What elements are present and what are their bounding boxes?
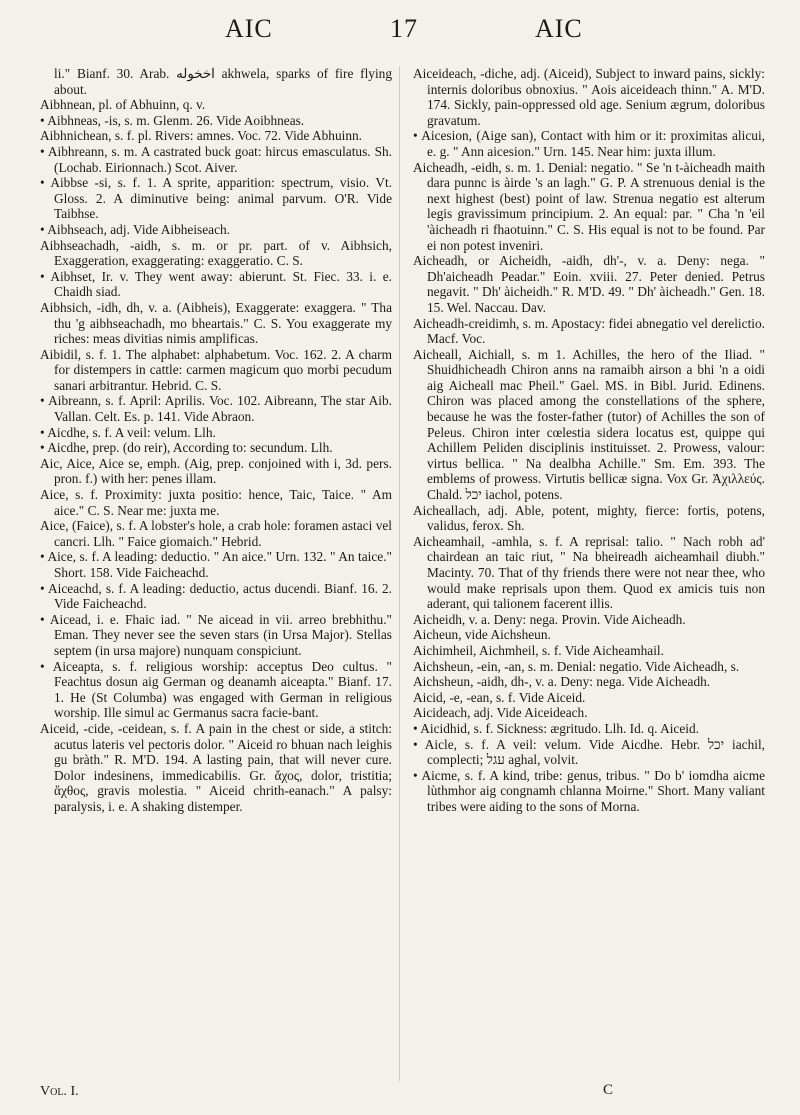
dictionary-entry: • Aicidhid, s. f. Sickness: ægritudo. Llh. Id. q. Aiceid. bbox=[413, 720, 699, 736]
dictionary-entry: Aic, Aice, Aice se, emph. (Aig, prep. conjoined with i, 3d. pers. pron. f.) with her: penes illam. bbox=[40, 455, 392, 487]
dictionary-entry: • Aicesion, (Aige san), Contact with him or it: proximitas alicui, e. g. " Ann aicesion." Urn. 145. Near him: juxta illum. bbox=[413, 128, 765, 159]
dictionary-entry: Aicheadh-creidimh, s. m. Apostacy: fidei abnegatio vel derelictio. Macf. Voc. bbox=[413, 315, 765, 347]
dictionary-entry: Aicheun, vide Aichsheun. bbox=[413, 627, 551, 643]
dictionary-entry: • Aicle, s. f. A veil: velum. Vide Aicdhe. Hebr. יכל iachil, complecti; עגל aghal, volvit. bbox=[413, 736, 765, 768]
dictionary-entry: Aicid, -e, -ean, s. f. Vide Aiceid. bbox=[413, 689, 586, 705]
volume-label: Vol. I. bbox=[40, 1084, 79, 1099]
dictionary-entry: Aicheidh, v. a. Deny: nega. Provin. Vide Aicheadh. bbox=[413, 611, 686, 627]
dictionary-entry: Aibhseachadh, -aidh, s. m. or pr. part. of v. Aibhsich, Exaggeration, exaggerating: exaggeratio. C. S. bbox=[40, 237, 392, 269]
dictionary-entry: li." Bianf. 30. Arab. اخخوله akhwela, sparks of fire flying about. bbox=[54, 66, 392, 97]
dictionary-entry: Aicheallach, adj. Able, potent, mighty, fierce: fortis, potens, validus, ferox. Sh. bbox=[413, 502, 765, 534]
left-column bbox=[40, 66, 392, 815]
dictionary-entry: • Aicme, s. f. A kind, tribe: genus, tribus. " Do b' iomdha aicme lùthmhor aig congnamh chlanna Moirne." Short. Many valiant tribes were aiding to the sons of Morna. bbox=[413, 767, 765, 814]
dictionary-entry: • Aibreann, s. f. April: Aprilis. Voc. 102. Aibreann, The star Aib. Vallan. Celt. Es. p. 141. Vide Abraon. bbox=[40, 393, 392, 425]
dictionary-entry: • Aicdhe, prep. (do reir), According to: secundum. Llh. bbox=[40, 440, 333, 456]
dictionary-entry: Aicheall, Aichiall, s. m 1. Achilles, the hero of the Iliad. " Shuidhicheadh Chiron anns na ramaibh airson a bhi 'n a oidi aig Aicheall mac Pheil." Gael. MS. in Bibl. Jurid. Edinens. Chiron was placed among the constellations of the sphere, because he was the foster-father (tutor) of Achilles the son of Peleus. Chiron inter cœlestia sidera locatus est, quippe qui Achillem Peliden disciplinis instituisset. 2. Prowess, valour: virtus bellica. " Na dealbha Achille." Sm. Em. 393. The emblems of prowess. Virtutis bellicæ signa. Vox Gr. Ἀχιλλεύς. Chald. יכל iachol, potens. bbox=[413, 346, 765, 503]
dictionary-entry: Aichsheun, -ein, -an, s. m. Denial: negatio. Vide Aicheadh, s. bbox=[413, 658, 740, 674]
dictionary-entry: • Aice, s. f. A leading: deductio. " An aice." Urn. 132. " An taice." Short. 158. Vide Faicheachd. bbox=[40, 549, 392, 580]
signature-mark: C bbox=[603, 1082, 614, 1098]
dictionary-entry: Aibhnean, pl. of Abhuinn, q. v. bbox=[40, 97, 206, 113]
dictionary-entry: • Aibhseach, adj. Vide Aibheiseach. bbox=[40, 221, 231, 237]
dictionary-entry: Aicheadh, or Aicheidh, -aidh, dh'-, v. a. Deny: nega. " Dh'aicheadh Peadar." Eoin. xviii. 27. Peter denied. Petrus negavit. " Dh' àicheidh." R. M'D. 49. " Dh' àicheadh." Gen. 18. 15. Wel. Naccau. Dav. bbox=[413, 253, 765, 315]
header-left-guideword: AIC bbox=[225, 14, 273, 43]
dictionary-entry: • Aibbse -si, s. f. 1. A sprite, apparition: spectrum, visio. Vt. Gloss. 2. A diminutive being: animal parvum. O'R. Vide Taibhse. bbox=[40, 175, 392, 222]
dictionary-entry: Aichsheun, -aidh, dh-, v. a. Deny: nega. Vide Aicheadh. bbox=[413, 674, 711, 690]
dictionary-entry: Aibhnichean, s. f. pl. Rivers: amnes. Voc. 72. Vide Abhuinn. bbox=[40, 128, 363, 144]
dictionary-entry: Aicheadh, -eidh, s. m. 1. Denial: negatio. " Se 'n t-àicheadh maith dara punnc is àirde 's an lagh." G. P. A strenuous denial is the next highest (best) point of law. Strenua negatio est alterum legis gravissimum principium. 2. An equal: par. " Cha 'n 'eil 'àicheadh ri fhaotuinn." C. S. His equal is not to be found. Par ei non potest inveniri. bbox=[413, 159, 765, 253]
right-column bbox=[413, 66, 765, 815]
dictionary-entry: Aicheamhail, -amhla, s. f. A reprisal: talio. " Nach robh ad' chairdean an taic riut, " Na bheireadh aicheamhail diubh." Macinty. 70. That of thy friends there were not near thee, who would make reprisals upon them. Quod ex amicis tuis non aderant, qui talionem facerent illis. bbox=[413, 533, 765, 612]
dictionary-entry: • Aibhreann, s. m. A castrated buck goat: hircus emasculatus. Sh. (Lochab. Eirionnach.) Scot. Aiver. bbox=[40, 143, 392, 175]
dictionary-entry: • Aicead, i. e. Fhaic iad. " Ne aicead in vii. arreo brebhithu." Eman. They never see the seven stars (in Ursa Major). Stellas septem (in ursa majore) nunquam conspiciunt. bbox=[40, 611, 392, 658]
dictionary-entry: • Aiceapta, s. f. religious worship: acceptus Deo cultus. " Feachtus dosun aig German og deanamh aiceapta." Bianf. 17. 1. He (St Columba) was engaged with German in religious worship. Ille simul ac Germanus sacra facie-bant. bbox=[40, 658, 392, 721]
dictionary-entry: Aibidil, s. f. 1. The alphabet: alphabetum. Voc. 162. 2. A charm for distempers in cattle: carmen magicum quo morbi pecudum sanari arbitrantur. Hebrid. C. S. bbox=[40, 346, 392, 393]
dictionary-entry: • Aiceachd, s. f. A leading: deductio, actus ducendi. Bianf. 16. 2. Vide Faicheachd. bbox=[40, 580, 392, 612]
dictionary-entry: Aibhsich, -idh, dh, v. a. (Aibheis), Exaggerate: exaggera. " Tha thu 'g aibhseachadh, mo bheartais." C. S. You exaggerate my riches: meas divitias nimis amplificas. bbox=[40, 299, 392, 347]
dictionary-entry: Aichimheil, Aichmheil, s. f. Vide Aicheamhail. bbox=[413, 642, 664, 658]
page-number: 17 bbox=[390, 14, 418, 43]
dictionary-entry: Aice, (Faice), s. f. A lobster's hole, a crab hole: foramen astaci vel cancri. Llh. " Faice giomaich." Hebrid. bbox=[40, 518, 392, 549]
dictionary-entry: • Aicdhe, s. f. A veil: velum. Llh. bbox=[40, 424, 216, 440]
dictionary-entry: Aicideach, adj. Vide Aiceideach. bbox=[413, 705, 588, 721]
page-header bbox=[0, 14, 800, 54]
dictionary-entry: • Aibhset, Ir. v. They went away: abierunt. St. Fiec. 33. i. e. Chaidh siad. bbox=[40, 268, 392, 300]
dictionary-entry: Aiceideach, -diche, adj. (Aiceid), Subject to inward pains, sickly: internis doloribus obnoxius. " Aois aiceideach thinn." A. M'D. 174. Sickly, pain-oppressed old age. Senium ægrum, doloribus gravatum. bbox=[413, 66, 765, 128]
dictionary-entry: • Aibhneas, -is, s. m. Glenm. 26. Vide Aoibhneas. bbox=[40, 112, 305, 128]
dictionary-entry: Aice, s. f. Proximity: juxta positio: hence, Taic, Taice. " Am aice." C. S. Near me: juxta me. bbox=[40, 487, 392, 518]
header-right-guideword: AIC bbox=[535, 14, 583, 43]
column-divider bbox=[399, 66, 400, 1081]
dictionary-entry: Aiceid, -cide, -ceidean, s. f. A pain in the chest or side, a stitch: acutus lateris vel pectoris dolor. " Aiceid ro bhuan nach leighis gu bràth." R. M'D. 194. A lasting pain, that will never cure. Dolor indesinens, immedicabilis. Gr. ἄχος, dolor, tristitia; ἄχθος, gravis molestia. " Aiceid chrith-eanach." A palsy: paralysis, i. e. A shaking distemper. bbox=[40, 720, 392, 814]
